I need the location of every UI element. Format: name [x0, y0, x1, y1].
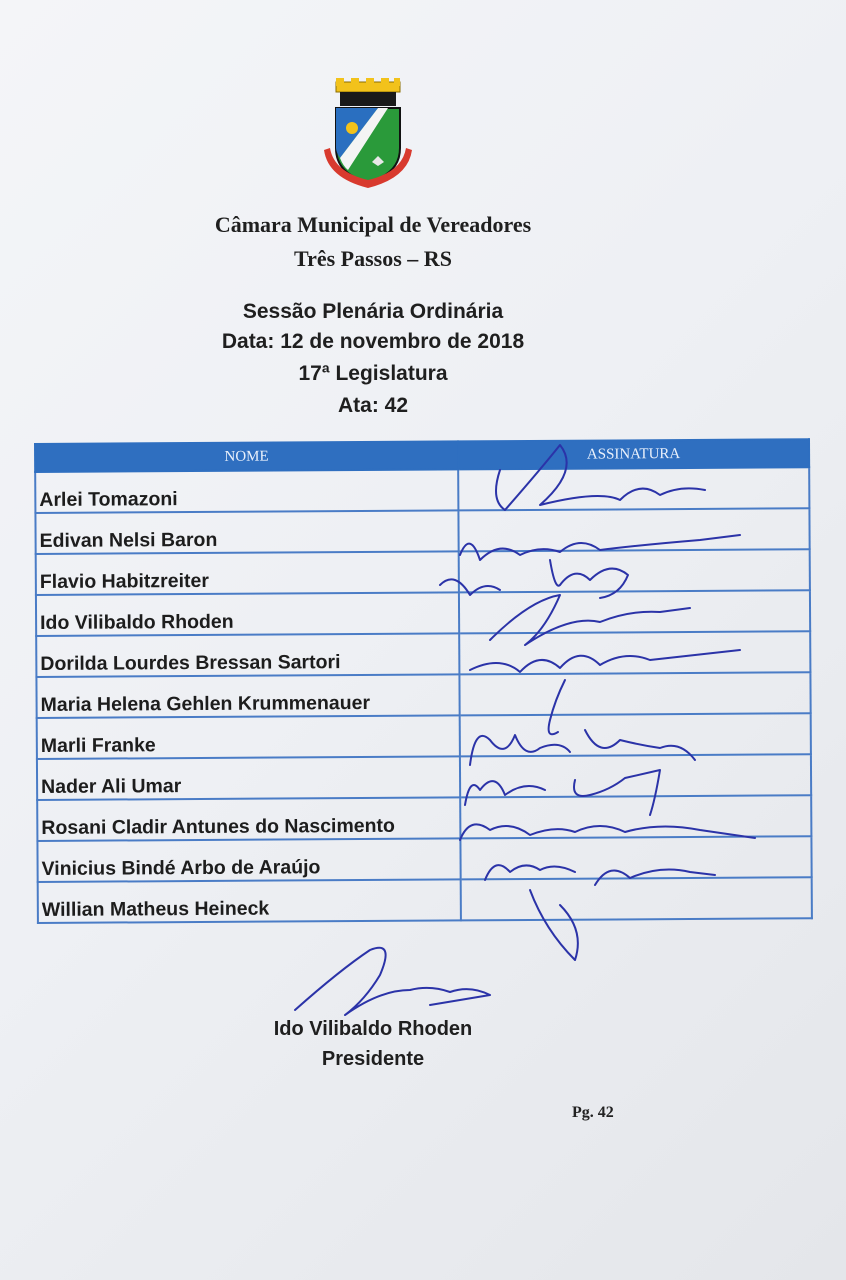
member-name: Willian Matheus Heineck	[38, 879, 461, 923]
member-name: Flavio Habitzreiter	[36, 551, 459, 595]
signature-cell	[459, 590, 810, 633]
table-row	[36, 631, 810, 677]
table-row	[37, 713, 811, 759]
signature-cell	[458, 467, 809, 510]
signature-cell	[460, 754, 811, 797]
table-row	[36, 590, 810, 636]
column-header-name: NOME	[35, 441, 458, 472]
column-header-signature: ASSINATURA	[458, 439, 809, 469]
institution-title: Câmara Municipal de Vereadores	[214, 212, 532, 237]
president-signature	[295, 948, 490, 1015]
member-name: Maria Helena Gehlen Krummenauer	[36, 674, 459, 718]
table-row	[38, 877, 812, 923]
table-row	[35, 508, 809, 554]
signature-cell	[460, 836, 811, 879]
member-name: Rosani Cladir Antunes do Nascimento	[37, 797, 460, 841]
table-row	[36, 672, 810, 718]
city-subtitle: Três Passos – RS	[294, 246, 452, 271]
signature-cell	[459, 631, 810, 674]
table-row	[37, 754, 811, 800]
page-number: Pg. 42	[572, 1104, 614, 1121]
table-row	[37, 795, 811, 841]
member-name: Arlei Tomazoni	[35, 469, 458, 513]
member-name: Marli Franke	[37, 715, 460, 759]
signature-cell	[459, 549, 810, 592]
municipal-crest-logo	[318, 78, 418, 194]
table-row	[37, 836, 811, 882]
signature-cell	[460, 795, 811, 838]
president-title: Presidente	[321, 1048, 425, 1070]
attendance-table	[34, 438, 813, 924]
member-name: Vinicius Bindé Arbo de Araújo	[37, 838, 460, 882]
signature-cell	[460, 713, 811, 756]
session-type: Sessão Plenária Ordinária	[242, 300, 504, 323]
president-name: Ido Vilibaldo Rhoden	[273, 1018, 473, 1040]
signature-cell	[461, 877, 812, 920]
signature-cell	[458, 508, 809, 551]
minutes-number: Ata: 42	[337, 394, 409, 417]
legislature-label: 17ª Legislatura	[298, 362, 448, 385]
signature-cell	[459, 672, 810, 715]
member-name: Edivan Nelsi Baron	[35, 510, 458, 554]
table-row	[35, 467, 809, 513]
session-date: Data: 12 de novembro de 2018	[221, 330, 525, 353]
member-name: Ido Vilibaldo Rhoden	[36, 592, 459, 636]
table-row	[36, 549, 810, 595]
member-name: Nader Ali Umar	[37, 756, 460, 800]
member-name: Dorilda Lourdes Bressan Sartori	[36, 633, 459, 677]
